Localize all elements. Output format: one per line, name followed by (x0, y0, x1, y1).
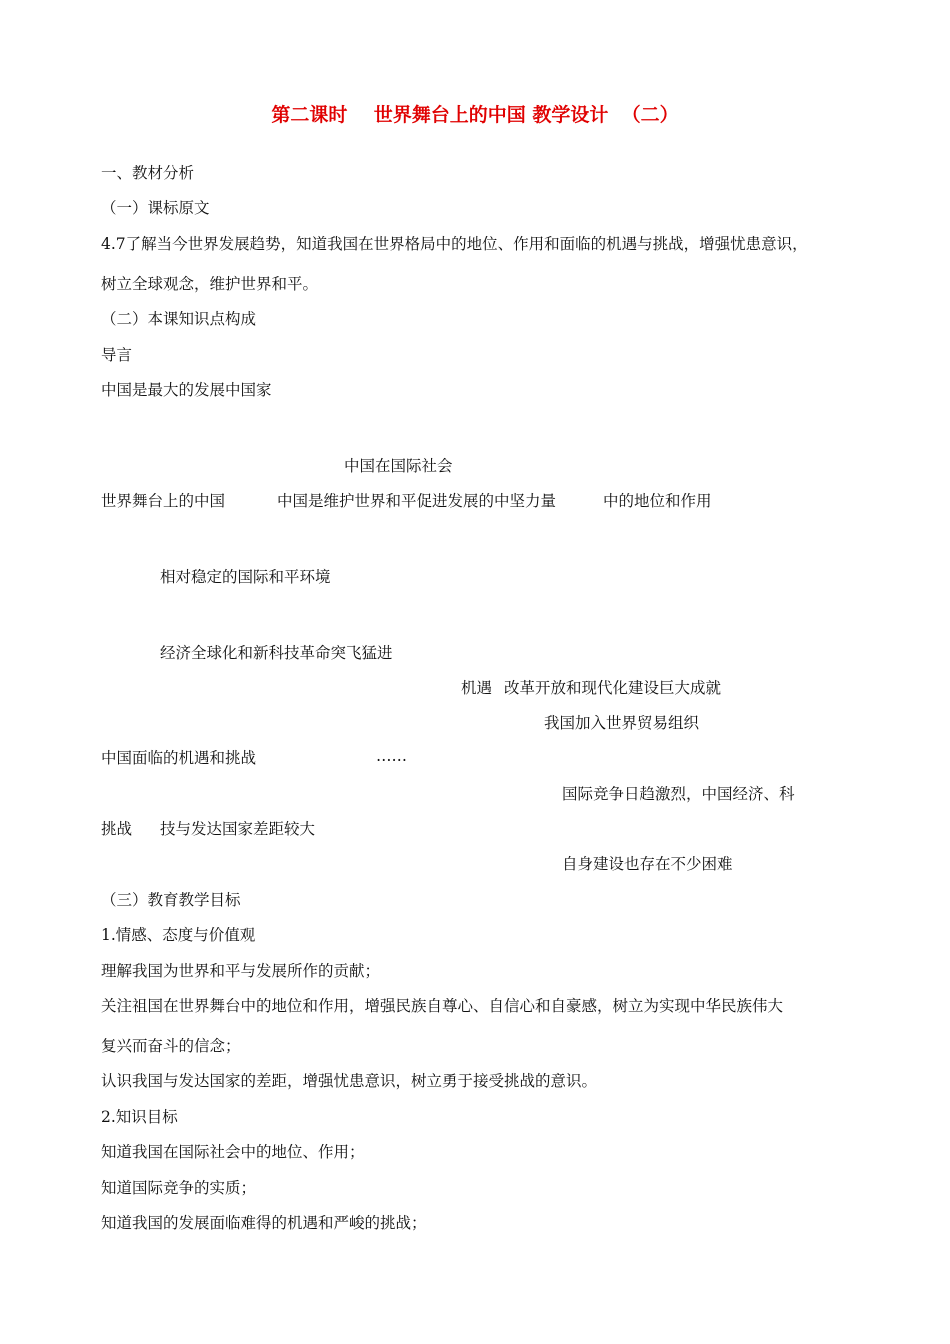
kp-reform-achievements: 改革开放和现代化建设巨大成就 (504, 679, 722, 697)
kp-opportunity-label: 机遇 (461, 679, 493, 697)
kp-challenge-label: 挑战 (101, 820, 133, 838)
kp-opportunities-challenges: 中国面临的机遇和挑战 (101, 749, 257, 767)
kp-competition-line1: 国际竞争日趋激烈，中国经济、科 (562, 785, 795, 803)
kp-globalization: 经济全球化和新科技革命突飞猛进 (160, 644, 393, 662)
standard-text-line-1: 4.7了解当今世界发展趋势，知道我国在世界格局中的地位、作用和面临的机遇与挑战，增强忧患意识， (101, 235, 808, 253)
goal-knowledge-item: 知道我国在国际社会中的地位、作用； (101, 1143, 365, 1161)
subheading-standard: （一）课标原文 (101, 199, 210, 217)
subheading-teaching-goals: （三）教育教学目标 (101, 891, 241, 909)
kp-ellipsis: …… (376, 747, 407, 765)
goal-values-item: 关注祖国在世界舞台中的地位和作用，增强民族自尊心、自信心和自豪感，树立为实现中华民族伟大 (101, 997, 784, 1015)
goal-values-title: 1.情感、态度与价值观 (101, 926, 256, 944)
goal-knowledge-item: 知道我国的发展面临难得的机遇和严峻的挑战； (101, 1214, 427, 1232)
kp-competition-line2: 技与发达国家差距较大 (160, 820, 316, 838)
kp-intro: 导言 (101, 346, 133, 364)
kp-self-development: 自身建设也存在不少困难 (562, 855, 733, 873)
standard-text-line-2: 树立全球观念，维护世界和平。 (101, 275, 319, 293)
goal-values-item: 认识我国与发达国家的差距，增强忧患意识，树立勇于接受挑战的意识。 (101, 1072, 598, 1090)
kp-intl-status-line1: 中国在国际社会 (344, 457, 453, 475)
goal-values-item: 理解我国为世界和平与发展所作的贡献； (101, 962, 381, 980)
kp-root-world-stage: 世界舞台上的中国 (101, 492, 226, 510)
kp-backbone-force: 中国是维护世界和平促进发展的中坚力量 (277, 492, 557, 510)
section-heading-analysis: 一、教材分析 (101, 164, 195, 182)
goal-knowledge-item: 知道国际竞争的实质； (101, 1179, 257, 1197)
document-title: 第二课时 世界舞台上的中国 教学设计 （二） (271, 104, 679, 126)
kp-intl-status-line2: 中的地位和作用 (603, 492, 712, 510)
goal-values-item: 复兴而奋斗的信念； (101, 1037, 241, 1055)
kp-peace-environment: 相对稳定的国际和平环境 (160, 568, 331, 586)
kp-wto-accession: 我国加入世界贸易组织 (544, 714, 700, 732)
subheading-knowledge-points: （二）本课知识点构成 (101, 310, 257, 328)
goal-knowledge-title: 2.知识目标 (101, 1108, 178, 1126)
kp-largest-developing: 中国是最大的发展中国家 (101, 381, 272, 399)
